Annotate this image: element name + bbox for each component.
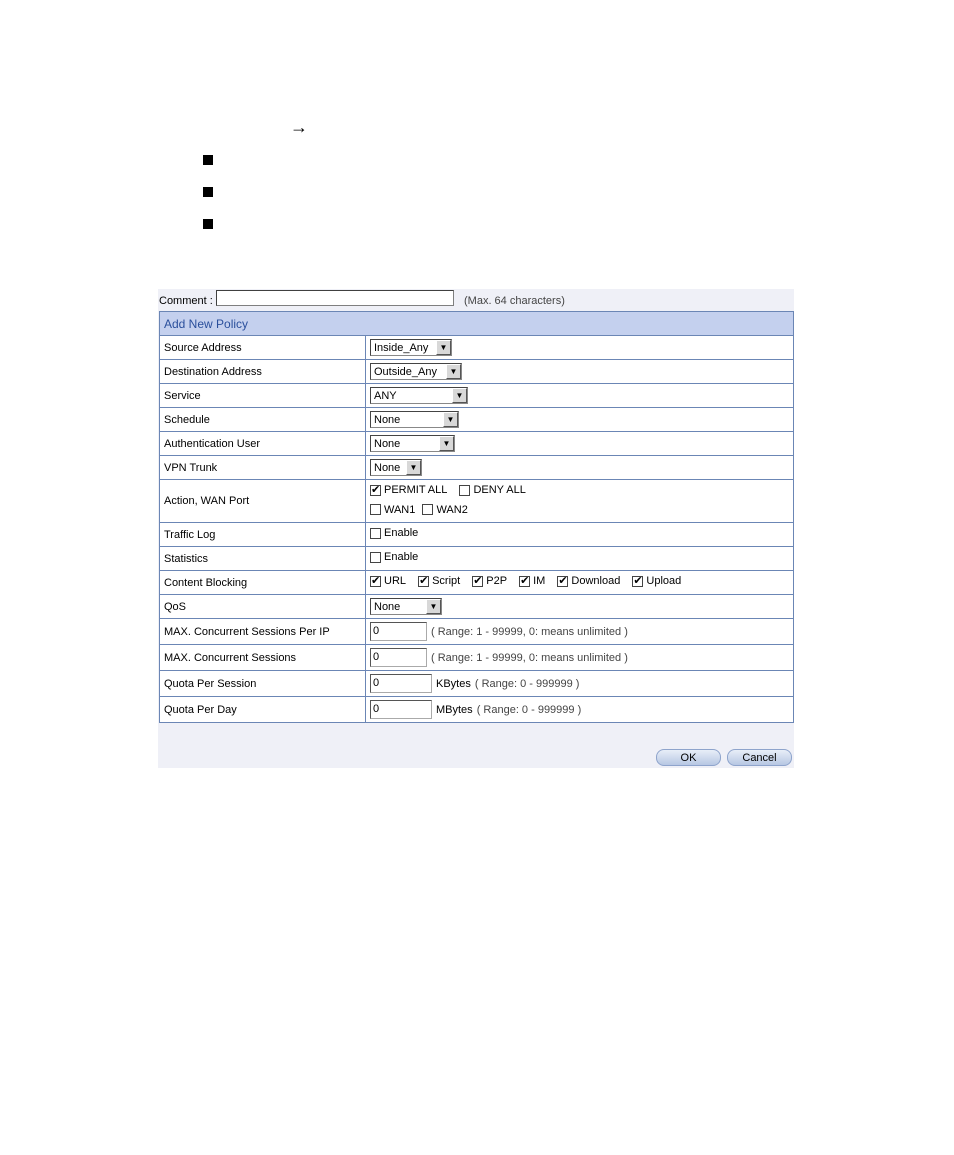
max-sessions-hint: ( Range: 1 - 99999, 0: means unlimited ) — [431, 651, 628, 664]
im-label: IM — [533, 575, 546, 588]
select-value: None — [374, 461, 401, 474]
table-row — [160, 619, 794, 645]
select-value: None — [374, 600, 401, 613]
qos-select[interactable] — [370, 598, 442, 615]
quota-per-day-hint: ( Range: 0 - 999999 ) — [476, 703, 582, 716]
select-value: ANY — [374, 389, 397, 402]
select-value: None — [374, 437, 401, 450]
chevron-down-icon[interactable]: ▼ — [406, 460, 421, 475]
p2p-checkbox[interactable] — [472, 576, 483, 587]
table-row — [160, 408, 794, 432]
p2p-label: P2P — [486, 575, 508, 588]
action-wan-port-label: Action, WAN Port — [160, 480, 366, 523]
chevron-down-icon[interactable]: ▼ — [439, 436, 454, 451]
wan1-option[interactable] — [370, 504, 415, 516]
url-checkbox[interactable] — [370, 576, 381, 587]
comment-label: Comment : — [159, 295, 213, 307]
download-checkbox[interactable] — [557, 576, 568, 587]
quota-per-session-hint: ( Range: 0 - 999999 ) — [474, 677, 580, 690]
policy-panel — [158, 289, 794, 768]
p2p-option[interactable] — [472, 575, 507, 587]
table-row — [160, 547, 794, 571]
statistics-label: Statistics — [160, 547, 366, 571]
max-sessions-per-ip-hint: ( Range: 1 - 99999, 0: means unlimited ) — [431, 625, 628, 638]
im-option[interactable] — [519, 575, 545, 587]
comment-input[interactable] — [216, 290, 454, 306]
ok-button[interactable]: OK — [656, 749, 721, 766]
bullet-icon — [203, 187, 213, 197]
table-row — [160, 571, 794, 595]
authentication-user-label: Authentication User — [160, 432, 366, 456]
script-label: Script — [432, 575, 461, 588]
wan2-option[interactable] — [422, 504, 467, 516]
table-row — [160, 595, 794, 619]
content-blocking-label: Content Blocking — [160, 571, 366, 595]
max-sessions-input[interactable]: 0 — [370, 648, 427, 667]
upload-label: Upload — [646, 575, 682, 588]
vpn-trunk-select[interactable] — [370, 459, 422, 476]
bullet-icon — [203, 155, 213, 165]
form-buttons — [656, 749, 792, 766]
max-sessions-per-ip-input[interactable]: 0 — [370, 622, 427, 641]
upload-checkbox[interactable] — [632, 576, 643, 587]
comment-row — [158, 289, 794, 311]
chevron-down-icon[interactable]: ▼ — [426, 599, 441, 614]
download-label: Download — [571, 575, 621, 588]
im-checkbox[interactable] — [519, 576, 530, 587]
url-label: URL — [384, 575, 407, 588]
wan2-checkbox[interactable] — [422, 504, 433, 515]
policy-header: Add New Policy — [160, 312, 794, 336]
table-row — [160, 645, 794, 671]
chevron-down-icon[interactable]: ▼ — [436, 340, 451, 355]
table-row — [160, 336, 794, 360]
url-option[interactable] — [370, 575, 406, 587]
chevron-down-icon[interactable]: ▼ — [452, 388, 467, 403]
wan1-checkbox[interactable] — [370, 504, 381, 515]
vpn-trunk-label: VPN Trunk — [160, 456, 366, 480]
destination-address-label: Destination Address — [160, 360, 366, 384]
deny-all-option[interactable] — [459, 484, 525, 496]
destination-address-select[interactable] — [370, 363, 462, 380]
upload-option[interactable] — [632, 575, 681, 587]
service-select[interactable] — [370, 387, 468, 404]
cancel-button[interactable]: Cancel — [727, 749, 792, 766]
deny-all-checkbox[interactable] — [459, 485, 470, 496]
policy-table — [159, 311, 794, 723]
select-value: None — [374, 413, 401, 426]
permit-all-option[interactable] — [370, 484, 447, 496]
quota-per-session-input[interactable]: 0 — [370, 674, 432, 693]
table-row — [160, 432, 794, 456]
policy-header-row — [160, 312, 794, 336]
authentication-user-select[interactable] — [370, 435, 455, 452]
traffic-log-label: Traffic Log — [160, 523, 366, 547]
permit-all-label: PERMIT ALL — [384, 484, 448, 496]
arrow-icon: → — [290, 117, 308, 137]
wan2-label: WAN2 — [436, 503, 468, 516]
permit-all-checkbox[interactable] — [370, 485, 381, 496]
quota-per-session-label: Quota Per Session — [160, 671, 366, 697]
chevron-down-icon[interactable]: ▼ — [443, 412, 458, 427]
statistics-option[interactable] — [370, 551, 418, 563]
max-sessions-per-ip-label: MAX. Concurrent Sessions Per IP — [160, 619, 366, 645]
traffic-log-enable-label: Enable — [384, 527, 419, 540]
quota-per-day-unit: MBytes — [436, 703, 473, 716]
quota-per-session-unit: KBytes — [436, 677, 471, 690]
table-row — [160, 384, 794, 408]
quota-per-day-input[interactable]: 0 — [370, 700, 432, 719]
table-row — [160, 523, 794, 547]
traffic-log-option[interactable] — [370, 527, 418, 539]
script-checkbox[interactable] — [418, 576, 429, 587]
script-option[interactable] — [418, 575, 460, 587]
wan1-label: WAN1 — [384, 503, 416, 516]
table-row — [160, 671, 794, 697]
qos-label: QoS — [160, 595, 366, 619]
table-row — [160, 456, 794, 480]
select-value: Outside_Any — [374, 365, 437, 378]
traffic-log-checkbox[interactable] — [370, 528, 381, 539]
quota-per-day-label: Quota Per Day — [160, 697, 366, 723]
statistics-checkbox[interactable] — [370, 552, 381, 563]
table-row — [160, 697, 794, 723]
source-address-select[interactable] — [370, 339, 452, 356]
bullet-icon — [203, 219, 213, 229]
select-value: Inside_Any — [374, 341, 429, 354]
schedule-select[interactable] — [370, 411, 459, 428]
chevron-down-icon[interactable]: ▼ — [446, 364, 461, 379]
deny-all-label: DENY ALL — [473, 484, 526, 496]
max-sessions-label: MAX. Concurrent Sessions — [160, 645, 366, 671]
download-option[interactable] — [557, 575, 620, 587]
service-label: Service — [160, 384, 366, 408]
table-row — [160, 360, 794, 384]
schedule-label: Schedule — [160, 408, 366, 432]
comment-hint: (Max. 64 characters) — [464, 295, 565, 307]
statistics-enable-label: Enable — [384, 551, 419, 564]
table-row — [160, 480, 794, 523]
source-address-label: Source Address — [160, 336, 366, 360]
